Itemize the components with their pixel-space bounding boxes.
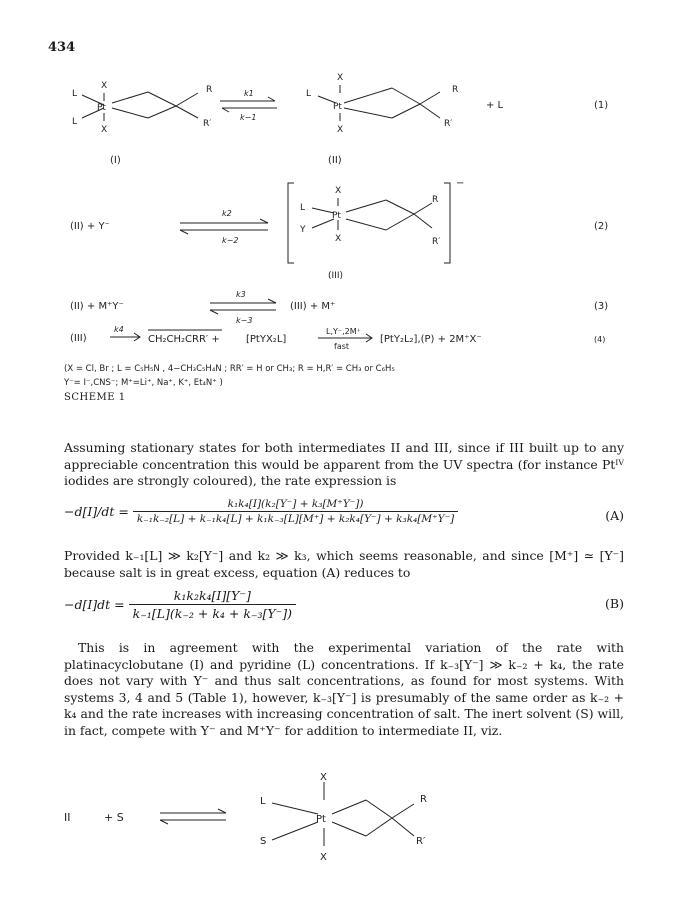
eq-number-3: (3) <box>594 301 609 312</box>
eq3-lhs: (II) + M⁺Y⁻ <box>70 301 124 312</box>
legend-line2: Y⁻= I⁻,CNS⁻; M⁺=Li⁺, Na⁺, K⁺, Et₄N⁺ ) <box>64 378 223 388</box>
atom-pt-I: Pt <box>97 103 106 113</box>
equation-a-fraction <box>133 498 458 525</box>
atom-x-bottom-S: X <box>320 852 327 863</box>
eq4-conditions-bottom: fast <box>334 342 350 351</box>
atom-x-top-S: X <box>320 772 327 783</box>
eq4-lhs: (III) <box>70 333 87 344</box>
atom-r-S: R <box>420 794 427 805</box>
atom-l-top-I: L <box>72 89 78 99</box>
charge-III: − <box>456 178 465 189</box>
atom-r-III: R <box>432 195 439 205</box>
atom-pt-S: Pt <box>316 814 326 825</box>
solvent-eq-plus-s: + S <box>104 811 124 824</box>
label-compound-II: (II) <box>328 155 342 166</box>
k-3-label: k−3 <box>236 316 253 325</box>
label-compound-III: (III) <box>328 271 343 281</box>
solvent-eq-ii: II <box>64 811 71 824</box>
atom-rp-III: R′ <box>432 237 441 247</box>
atom-rp-I: R′ <box>203 119 212 129</box>
atom-r-II: R <box>452 85 459 95</box>
atom-l-S: L <box>260 796 266 807</box>
k-1-label: k−1 <box>240 113 257 122</box>
page-number: 434 <box>48 40 76 55</box>
solvent-addition-scheme <box>0 770 680 900</box>
atom-l-III: L <box>300 203 306 213</box>
plus-l: + L <box>486 100 504 111</box>
atom-s-S: S <box>260 836 267 847</box>
equation-b-numerator: k₁k₂k₄[I][Y⁻] <box>129 588 296 605</box>
k4-label: k4 <box>114 325 124 334</box>
k3-label: k3 <box>236 290 246 299</box>
equation-b-fraction <box>129 588 296 621</box>
eq-number-2: (2) <box>594 221 609 232</box>
atom-x-bottom-I: X <box>101 125 108 135</box>
eq-number-1: (1) <box>594 100 609 111</box>
eq4-conditions-top: L,Y⁻,2M⁺ <box>326 327 361 336</box>
atom-l-II: L <box>306 89 312 99</box>
atom-x-top-I: X <box>101 81 108 91</box>
atom-pt-III: Pt <box>332 211 341 221</box>
atom-r-I: R <box>206 85 213 95</box>
atom-y-III: Y <box>300 225 306 235</box>
equation-b-denominator: k₋₁[L](k₋₂ + k₄ + k₋₃[Y⁻]) <box>132 606 293 621</box>
paragraph-3: This is in agreement with the experimental variation of the rate with platinacyclobutane (I) and pyridine (L) concentrations. If k₋₃[Y⁻] ≫ k₋₂ + k₄, the rate does not vary with Y⁻ and thus salt concentrations, as found for most systems. With systems 3, 4 and 5 (Table 1), however, k₋₃[Y⁻] is presumably of the same order as k₋₂ + k₄ and the rate increases with increasing concentration of salt. The inert solvent (S) will, in fact, compete with Y⁻ and M⁺Y⁻ for addition to intermediate II, viz. <box>64 640 624 738</box>
equation-a <box>64 498 624 538</box>
atom-x-bottom-II: X <box>337 125 344 135</box>
reaction-scheme <box>0 0 680 400</box>
atom-rp-S: R′ <box>416 836 426 847</box>
paragraph-2: Provided k₋₁[L] ≫ k₂[Y⁻] and k₂ ≫ k₃, which seems reasonable, and since [M⁺] ≃ [Y⁻] because salt is in great excess, equation (A) reduces to <box>64 548 624 580</box>
atom-rp-II: R′ <box>444 119 453 129</box>
eq2-lhs: (II) + Y⁻ <box>70 221 110 232</box>
scheme-caption: SCHEME 1 <box>64 392 126 403</box>
eq4-product3: [PtY₂L₂],(P) + 2M⁺X⁻ <box>380 334 482 345</box>
equation-a-lhs: −d[I]/dt = <box>64 504 129 519</box>
label-compound-I: (I) <box>110 155 121 166</box>
legend-line1: (X = Cl, Br ; L = C₅H₅N , 4−CH₃C₅H₄N ; RR′ = H or CH₃; R = H,R′ = CH₃ or C₆H₅ <box>64 364 395 374</box>
k1-label: k1 <box>244 89 254 98</box>
k-2-label: k−2 <box>222 236 239 245</box>
equation-a-label: (A) <box>605 508 624 523</box>
atom-x-top-II: X <box>337 73 344 83</box>
atom-pt-II: Pt <box>333 102 342 112</box>
equation-b <box>64 588 624 628</box>
eq4-product2: [PtYX₂L] <box>246 334 287 345</box>
atom-l-bottom-I: L <box>72 117 78 127</box>
atom-x-top-III: X <box>335 186 342 196</box>
equation-b-label: (B) <box>605 596 624 611</box>
eq-number-4: (4) <box>594 335 606 344</box>
eq3-rhs: (III) + M⁺ <box>290 301 336 312</box>
equation-a-denominator: k₋₁k₋₂[L] + k₋₁k₄[L] + k₁k₋₃[L][M⁺] + k₂k₄[Y⁻] + k₃k₄[M⁺Y⁻] <box>136 513 455 525</box>
k2-label: k2 <box>222 209 232 218</box>
equation-a-numerator: k₁k₄[I](k₂[Y⁻] + k₃[M⁺Y⁻]) <box>133 498 458 512</box>
equation-b-lhs: −d[I]dt = <box>64 597 125 612</box>
paragraph-1: Assuming stationary states for both intermediates II and III, since if III built up to any appreciable concentration this would be apparent from the UV spectra (for instance Ptᴵⱽ iodides are strongly coloured), the rate expression is <box>64 440 624 488</box>
eq4-product1: CH₂CH₂CRR′ + <box>148 334 220 345</box>
atom-x-bottom-III: X <box>335 234 342 244</box>
